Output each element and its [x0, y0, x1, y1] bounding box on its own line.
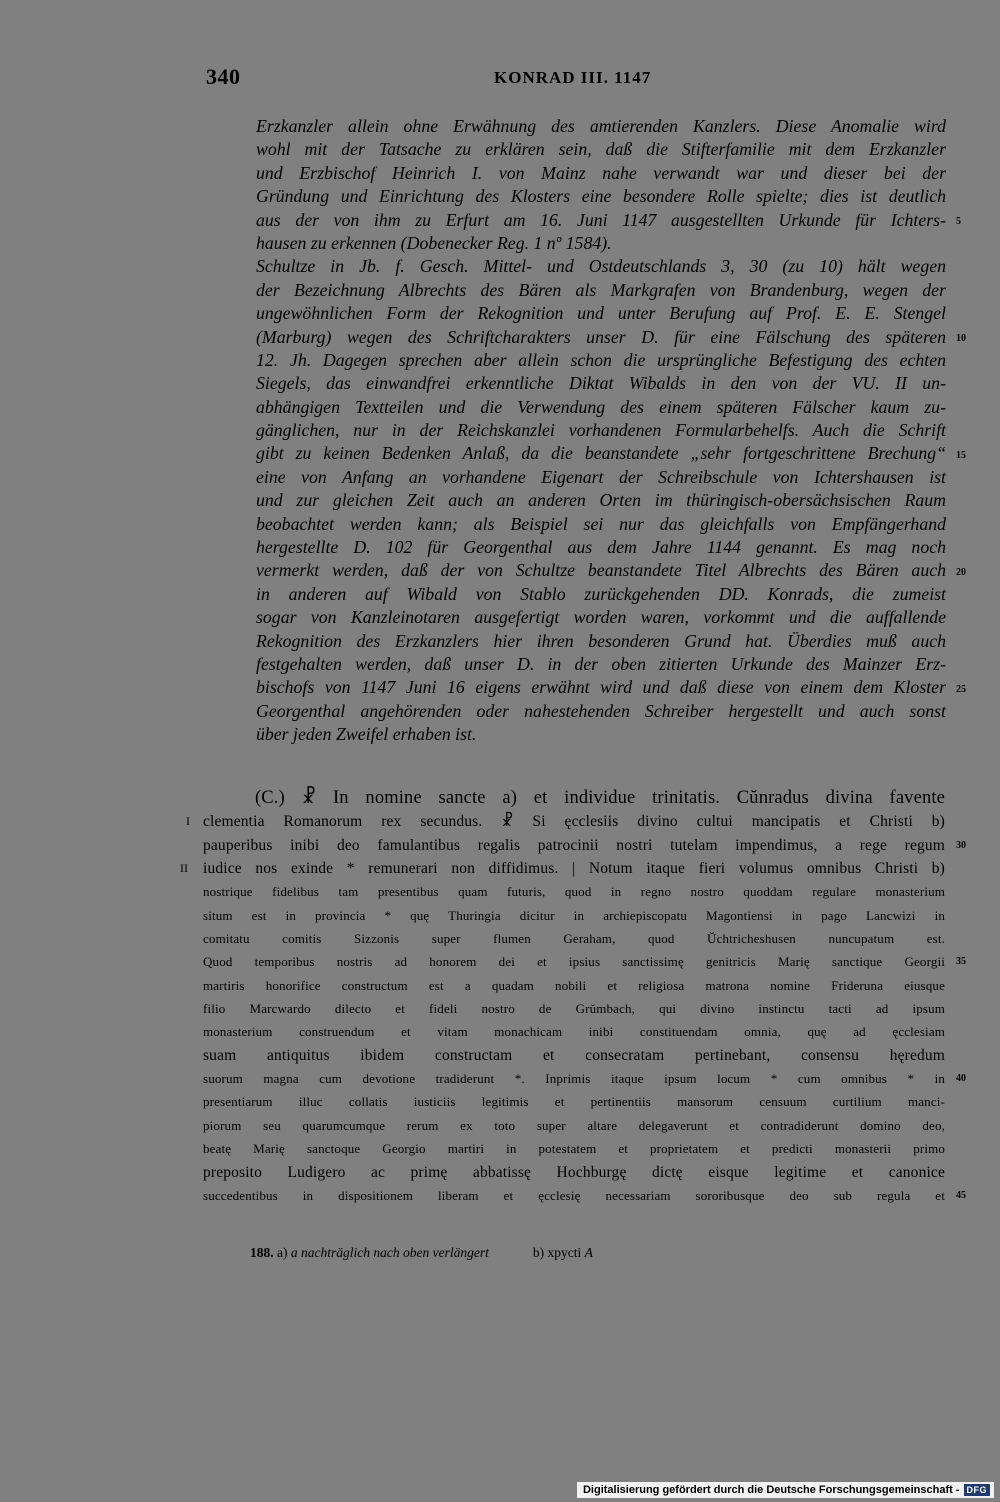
charter-line: (C.) ☧ In nomine sancte a) et individue trinitatis. Cŭnradus divina favente	[255, 788, 945, 808]
commentary-line: abhängigen Textteilen und die Verwendung des einem späteren Fälscher kaum zu-	[256, 396, 946, 417]
running-title: KONRAD III. 1147	[494, 68, 652, 87]
commentary-line: eine von Anfang an vorhandene Eigenart der Schreibschule von Ichtershausen ist	[256, 466, 946, 487]
footnote-b-text: xpycti	[547, 1245, 582, 1260]
charter-line: monasterium construendum et vitam monachicam inibi constituendam omnia, quę ad ęcclesiam	[203, 1024, 945, 1040]
commentary-line: beobachtet werden kann; als Beispiel sei nur das gleichfalls von Empfängerhand	[256, 513, 946, 534]
charter-line: comitatu comitis Sizzonis super flumen Geraham, quod Ŭchtricheshusen nuncupatum est.	[203, 931, 945, 947]
commentary-line: Gründung und Einrichtung des Klosters eine besondere Rolle spielte; dies ist deutlich	[256, 186, 946, 207]
commentary-line: aus der von ihm zu Erfurt am 16. Juni 1147 ausgestellten Urkunde für Ichters-	[256, 209, 946, 230]
commentary-line-number: 10	[956, 332, 966, 344]
commentary-line: und zur gleichen Zeit auch an anderen Orten im thüringisch-obersächsischen Raum	[256, 490, 946, 511]
charter-line: succedentibus in dispositionem liberam et ęcclesię necessariam sororibusque deo sub regula et	[203, 1187, 945, 1203]
funding-notice	[577, 1482, 994, 1498]
charter-line: suorum magna cum devotione tradiderunt *. Inprimis itaque ipsum locum * cum omnibus * in	[203, 1071, 945, 1087]
charter-line-number: 35	[956, 956, 966, 968]
commentary-line: gänglichen, nur in der Reichskanzlei vorhandenen Formularbehelfs. Auch die Schrift	[256, 420, 946, 441]
commentary-line: in anderen auf Wibald von Stablo zurückgehenden DD. Konrads, die zumeist	[256, 583, 946, 604]
charter-line: martiris honorifice constructum est a quadam nobili et religiosa matrona nomine Frideruna eiusque	[203, 977, 945, 993]
commentary-line: Georgenthal angehörenden oder nahestehenden Schreiber hergestellt und auch sonst	[256, 700, 946, 721]
charter-line: beatę Marię sanctoque Georgio martiri in potestatem et proprietatem et predicti monasterii primo	[203, 1141, 945, 1157]
commentary-line: und Erzbischof Heinrich I. von Mainz nahe verwandt war und dieser bei der	[256, 162, 946, 183]
commentary-line: sogar von Kanzleinotaren ausgefertigt worden waren, vorkommt und die auffallende	[256, 607, 946, 628]
commentary-line-number: 5	[956, 215, 961, 227]
charter-text-block	[203, 787, 945, 1207]
commentary-line-number: 20	[956, 566, 966, 578]
charter-line: clementia Romanorum rex secundus. ☧ Si ęcclesiis divino cultui mancipatis et Christi b)	[203, 813, 945, 831]
charter-line: situm est in provincia * quę Thuringia dicitur in archiepiscopatu Magontiensi in pago Lancwizi in	[203, 907, 945, 923]
commentary-line: ungewöhnlichen Form der Rekognition und unter Berufung auf Prof. E. E. Stengel	[256, 303, 946, 324]
footnote-group-b	[533, 1245, 593, 1261]
footnote-group-a	[250, 1245, 489, 1261]
footnotes	[250, 1245, 593, 1261]
commentary-line: festgehalten werden, daß unser D. in der oben zitierten Urkunde des Mainzer Erz-	[256, 653, 946, 674]
footnote-document-number: 188.	[250, 1245, 274, 1260]
charter-line: filio Marcwardo dilecto et fideli nostro de Grŭmbach, qui divino instinctu tacti ad ipsum	[203, 1001, 945, 1017]
commentary-line-number: 15	[956, 449, 966, 461]
commentary-line: vermerkt werden, daß der von Schultze beanstandete Titel Albrechts des Bären auch	[256, 560, 946, 581]
charter-line: iudice nos exinde * remunerari non diffidimus. | Notum itaque fieri volumus omnibus Christi b)	[203, 860, 945, 878]
footnote-a-label: a)	[277, 1245, 288, 1260]
commentary-line: über jeden Zweifel erhaben ist.	[256, 724, 477, 745]
charter-margin-marker: I	[186, 814, 190, 829]
charter-line: pauperibus inibi deo famulantibus regalis patrocinii nostri tutelam impendimus, a rege regum	[203, 836, 945, 854]
commentary-line-number: 25	[956, 683, 966, 695]
page-number: 340	[206, 64, 241, 89]
footnote-b-siglum: A	[584, 1245, 593, 1260]
charter-line-number: 30	[956, 839, 966, 851]
commentary-line: hausen zu erkennen (Dobenecker Reg. 1 nº 1584).	[256, 232, 612, 253]
commentary-line: Erzkanzler allein ohne Erwähnung des amtierenden Kanzlers. Diese Anomalie wird	[256, 116, 946, 136]
commentary-line: Siegels, das einwandfrei erkenntliche Diktat Wibalds in den von der VU. II un-	[256, 373, 946, 394]
commentary-block	[256, 115, 946, 747]
charter-line: presentiarum illuc collatis iusticiis legitimis et pertinentiis mansorum censuum curtilium manci-	[203, 1094, 945, 1110]
commentary-line: hergestellte D. 102 für Georgenthal aus dem Jahre 1144 genannt. Es mag noch	[256, 537, 946, 558]
footnote-a-text: a nachträglich nach oben verlängert	[290, 1245, 489, 1260]
commentary-line: der Bezeichnung Albrechts des Bären als Markgrafen von Brandenburg, wegen der	[256, 279, 946, 300]
commentary-line: Schultze in Jb. f. Gesch. Mittel- und Ostdeutschlands 3, 30 (zu 10) hält wegen	[256, 256, 946, 277]
charter-line: suam antiquitus ibidem constructam et consecratam pertinebant, consensu hęredum	[203, 1046, 945, 1064]
charter-line-number: 45	[956, 1189, 966, 1201]
charter-line: piorum seu quarumcumque rerum ex toto super altare delegaverunt et contradiderunt domino deo,	[203, 1117, 945, 1133]
commentary-line: Rekognition des Erzkanzlers hier ihren besonderen Grund hat. Überdies muß auch	[256, 630, 946, 651]
dfg-logo-icon: DFG	[964, 1484, 991, 1496]
charter-line: nostrique fidelibus tam presentibus quam futuris, quod in regno nostro quoddam regulare monasterium	[203, 884, 945, 900]
commentary-line: 12. Jh. Dagegen sprechen aber allein schon die ursprüngliche Befestigung des echten	[256, 349, 946, 370]
footnote-b-label: b)	[532, 1245, 545, 1260]
charter-line-number: 40	[956, 1073, 966, 1085]
commentary-line: bischofs von 1147 Juni 16 eigens erwähnt wird und daß diese von einem dem Kloster	[256, 677, 946, 698]
funding-text: Digitalisierung gefördert durch die Deutsche Forschungsgemeinschaft -	[582, 1484, 960, 1496]
commentary-line: wohl mit der Tatsache zu erklären sein, daß die Stifterfamilie mit dem Erzkanzler	[256, 139, 946, 160]
commentary-line: gibt zu keinen Bedenken Anlaß, da die beanstandete „sehr fortgeschrittene Brechung“	[256, 443, 946, 464]
charter-margin-marker: II	[180, 861, 188, 876]
charter-line: preposito Ludigero ac primę abbatissę Hochburgę dictę eisque legitime et canonice	[203, 1163, 945, 1181]
charter-line: Quod temporibus nostris ad honorem dei et ipsius sanctissimę genitricis Marię sanctique Georgii	[203, 954, 945, 970]
commentary-line: (Marburg) wegen des Schriftcharakters unser D. für eine Fälschung des späteren	[256, 326, 946, 347]
